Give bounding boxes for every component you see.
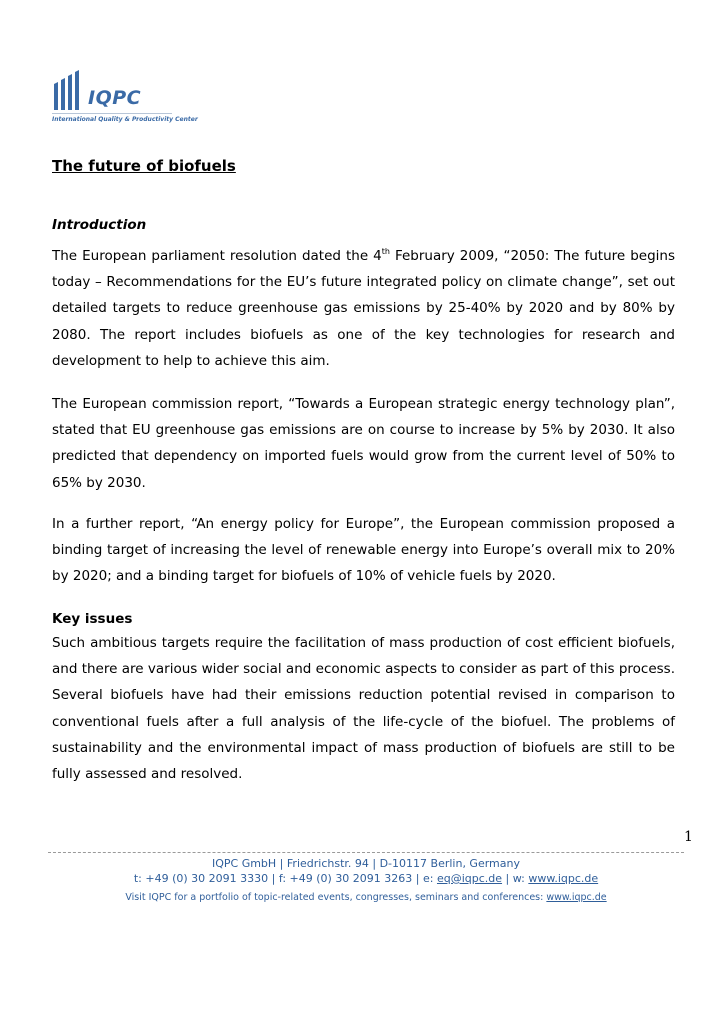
logo-divider (52, 113, 172, 114)
footer-visit-line: Visit IQPC for a portfolio of topic-related events, congresses, seminars and conferences: www.iqpc.de (125, 892, 607, 903)
page-number: 1 (684, 829, 693, 845)
footer-contact: t: +49 (0) 30 2091 3330 | f: +49 (0) 30 2091 3263 | e: eq@iqpc.de | w: www.iqpc.de (133, 872, 599, 885)
intro-paragraph-1: The European parliament resolution dated the 4th February 2009, “2050: The future begins today – Recommendations for the EU’s future integrated policy on climate change”, set out detailed targets to reduce greenhouse gas emissions by 25-40% by 2020 and by 80% by 2080. The report includes biofuels as one of the key technologies for research and development to help to achieve this aim. (52, 247, 675, 369)
key-issues-heading: Key issues (52, 611, 133, 627)
iqpc-logo (52, 70, 198, 126)
footer-visit-link[interactable]: www.iqpc.de (546, 892, 607, 903)
logo-tagline: International Quality & Productivity Center (52, 116, 198, 123)
logo-wordmark: IQPC (88, 87, 142, 109)
footer-website-link[interactable]: www.iqpc.de (528, 872, 599, 885)
logo-bars-icon (52, 70, 86, 112)
key-issues-paragraph: Such ambitious targets require the facilitation of mass production of cost efficient biofuels, and there are various wider social and economic aspects to consider as part of this process. Several biofuels have had their emissions reduction potential revised in comparison to conventional fuels after a full analysis of the life-cycle of the biofuel. The problems of sustainability and the environmental impact of mass production of biofuels are still to be fully assessed and resolved. (52, 635, 675, 783)
introduction-heading: Introduction (52, 217, 147, 233)
intro-paragraph-3: In a further report, “An energy policy for Europe”, the European commission proposed a binding target of increasing the level of renewable energy into Europe’s overall mix to 20% by 2020; and a binding target for biofuels of 10% of vehicle fuels by 2020. (52, 516, 675, 585)
footer-divider (48, 852, 684, 853)
intro-paragraph-2: The European commission report, “Towards a European strategic energy technology plan”, stated that EU greenhouse gas emissions are on course to increase by 5% by 2030. It also predicted that dependency on imported fuels would grow from the current level of 50% to 65% by 2030. (52, 396, 675, 491)
document-title: The future of biofuels (52, 157, 236, 175)
footer-email-link[interactable]: eq@iqpc.de (436, 872, 503, 885)
footer-address: IQPC GmbH | Friedrichstr. 94 | D-10117 Berlin, Germany (211, 857, 520, 870)
